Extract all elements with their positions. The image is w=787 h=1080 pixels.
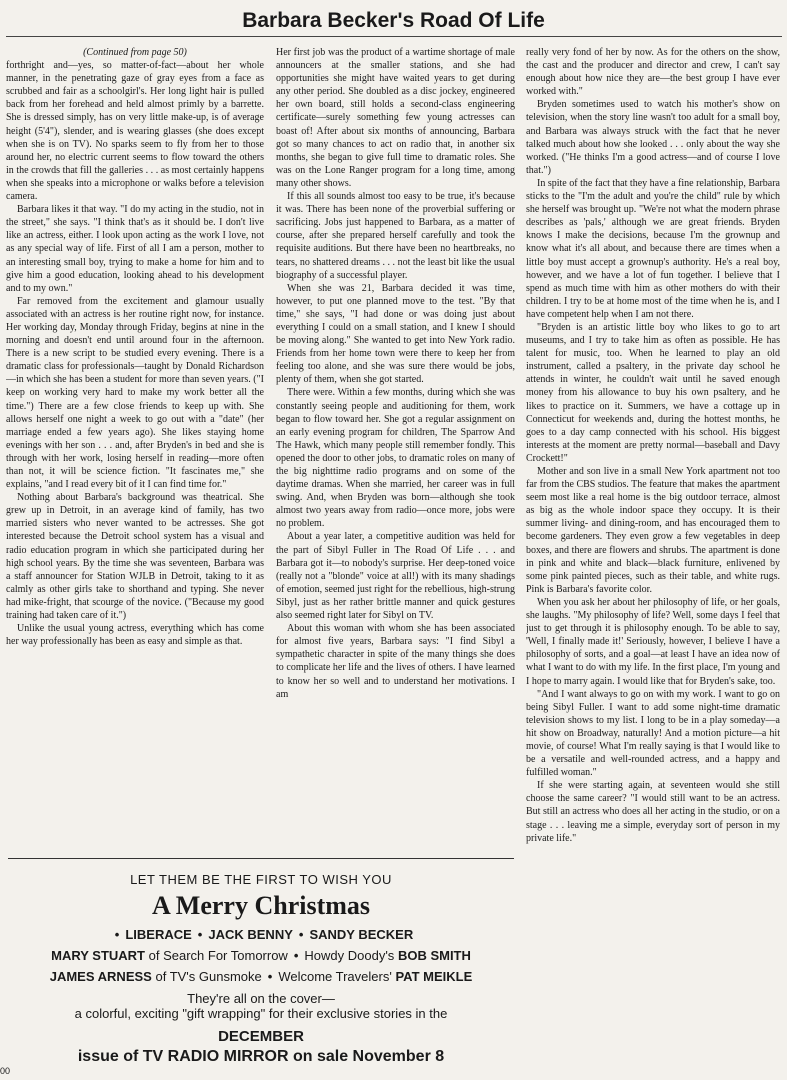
bullet-icon: • bbox=[114, 927, 120, 942]
name-bob-smith: BOB SMITH bbox=[397, 948, 471, 963]
paragraph: When you ask her about her philosophy of life, or her goals, she laughs. "My philosophy of life? Well, some days I feel that just to get through it is philosophy enough. To be able to say, 'Well, I finally made it!' Seriously, however, I believe I have a philosophy of sorts, and a goal—at least I have an idea now of what I want to do with my life. In the first place, I'm young and I hope to marry again. I would like that for Bryden's sake, too. bbox=[526, 596, 780, 687]
name-jack-benny: JACK BENNY bbox=[208, 927, 293, 942]
show-search-for-tomorrow: of Search For Tomorrow bbox=[148, 948, 288, 963]
paragraph: Mother and son live in a small New York apartment not too far from the CBS studios. The feature that makes the apartment seem most like a real home is the big outdoor terrace, almost as big as the whole indoor space they occupy. It is their summer living- and dining-room, and has encouraged them to become gardeners. They even grow a few vegetables in deep boxes, and there are flowers and shrubs. The apartment is done in pink and white and black—black furniture, enlivened by some pink painted pieces, such as their table, and white rugs. Pink is Barbara's favorite color. bbox=[526, 466, 780, 595]
ad-month: DECEMBER bbox=[218, 1028, 304, 1045]
column-1 bbox=[6, 46, 264, 852]
ad-cover-line: They're all on the cover— bbox=[187, 991, 335, 1006]
ad-divider bbox=[8, 858, 514, 859]
ad-headline: LET THEM BE THE FIRST TO WISH YOU bbox=[130, 872, 392, 887]
name-liberace: LIBERACE bbox=[125, 927, 192, 942]
article-title: Barbara Becker's Road Of Life bbox=[242, 9, 545, 32]
show-gunsmoke: of TV's Gunsmoke bbox=[155, 969, 262, 984]
bullet-icon: • bbox=[293, 948, 299, 963]
paragraph: When she was 21, Barbara decided it was time, however, to put one planned move to the test. "By that time," she says, "I had done or was doing just about everything I could on a small station, and I knew I should be moving along." She wanted to get into New York radio. Friends from her home town were there to keep her from feeling too alone, and she was sure there would be jobs, plenty of them, when she got started. bbox=[276, 282, 515, 386]
column-3 bbox=[526, 46, 780, 1080]
ad-names-row-2 bbox=[8, 945, 514, 966]
paragraph: Barbara likes it that way. "I do my acting in the studio, not in the street," she says. "I think that's as it should be. I don't live like an actress, either. I look upon acting as the work I love, not as any special way of life. First of all I am a person, mother to an interesting small boy, trying to make a home for him and to give him a good education, looking ahead to his development and to my own." bbox=[6, 204, 264, 294]
name-james-arness: JAMES ARNESS bbox=[49, 969, 152, 984]
name-mary-stuart: MARY STUART bbox=[51, 948, 145, 963]
paragraph: Nothing about Barbara's background was theatrical. She grew up in Detroit, in an average kind of family, has two married sisters who never wanted to be actresses. She got interested because the Detroit school system has a visual and radio education program in which she participated during her high school years. By the time she was seventeen, Barbara was a staff announcer for Station WJLB in Detroit, taking to it as calmly as other girls take to shorthand and typing. She never had mike-fright, that scourge of the novice. ("Because my good training had taken care of it.") bbox=[6, 492, 264, 622]
continued-label: (Continued from page 50) bbox=[83, 47, 187, 58]
name-pat-meikle: PAT MEIKLE bbox=[395, 969, 473, 984]
column-2 bbox=[276, 46, 515, 852]
show-welcome-travelers: Welcome Travelers' bbox=[278, 969, 392, 984]
paragraph: There were. Within a few months, during which she was constantly seeing people and auditioning for them, work began to flow toward her. She got a regular assignment on an early evening program for children, The Sparrow And The Hawk, which many people still remember fondly. This opened the door to other jobs, to dramatic roles on many of the big nighttime radio programs and on some of the daytime dramas. When she married, her career was in full swing. And, when Bryden was born—although she took almost two years away from radio—once more, jobs were no problem. bbox=[276, 387, 515, 530]
ad-names-row-3 bbox=[8, 966, 514, 987]
paragraph: Unlike the usual young actress, everything which has come her way professionally has been as easy and simple as that. bbox=[6, 623, 264, 648]
ad-gift-line: a colorful, exciting "gift wrapping" for their exclusive stories in the bbox=[74, 1006, 448, 1021]
paragraph: really very fond of her by now. As for the others on the show, the cast and the producer and director and crew, I can't say enough about how nice they are—the best group I have ever worked with." bbox=[526, 47, 780, 98]
paragraph: forthright and—yes, so matter-of-fact—about her whole manner, in the penetrating gaze of gray eyes from a face as scrubbed and fair as a schoolgirl's. Her long light hair is pulled back from her forehead and held almost primly by a barrette. She is dressed simply, has on very little make-up, is of average height (5'4"), slender, and is wearing glasses (she does except when she is on TV). No sparks seem to fly from her to those around her, no electric current seems to flow toward the others in the crowds that fill the galleries . . . as most certainly happens when she speaks into a microphone or walks before a television camera. bbox=[6, 60, 264, 203]
bullet-icon: • bbox=[298, 927, 304, 942]
paragraph: If this all sounds almost too easy to be true, it's because it was. There has been none of the proverbial suffering or sacrificing. Jobs just happened to Barbara, as a matter of course, after she prepared herself carefully and took the requisite auditions. But there have been no heartbreaks, no tears, no shattered dreams . . . not the least bit like the usual biography of a successful player. bbox=[276, 191, 515, 281]
title-rule bbox=[6, 36, 782, 37]
paragraph: About this woman with whom she has been associated for almost five years, Barbara says: "I find Sibyl a sympathetic character in spite of the many things she does to complicate her life and the lives of others. I have learned to know her so well and to understand her motivations. I am bbox=[276, 623, 515, 700]
paragraph: Far removed from the excitement and glamour usually associated with an actress is her routine right now, for instance. Her working day, Monday through Friday, begins at nine in the morning and doesn't end until around four in the afternoon. There is a new script to be studied every evening. There is a dramatic class for professionals—taught by Donald Richardson—in which she has been a student for more than seven years. ("I keep on working very hard to make my work better all the time.") There are a few close friends to keep up with. She allows herself one night a week to go out with a "date" (her marriage ended a few years ago). She likes staying home evenings with her son . . . and, after Bryden's in bed and she is through with her work, losing herself in reading—more often than not, it will be science fiction. "It fascinates me," she explains, "and I read every bit of it I can find time for." bbox=[6, 295, 264, 491]
paragraph: About a year later, a competitive audition was held for the part of Sibyl Fuller in The Road Of Life . . . and Barbara got it—to nobody's surprise. Her deep-toned voice (really not a "blonde" voice at all!) with its many shadings of emotion, seemed just right for the rebellious, high-strung Sibyl, just as her rather brittle manner and quick gestures also seemed right later for Sibyl on TV. bbox=[276, 531, 515, 622]
show-howdy-doody: Howdy Doody's bbox=[304, 948, 395, 963]
ad-names-row-1 bbox=[8, 924, 514, 945]
paragraph: In spite of the fact that they have a fine relationship, Barbara sticks to the "I'm the adult and you're the child" rule by which she herself was brought up. "We're not what the modern phrase describes as 'pals,' although we are great friends. Bryden knows I make the decisions, because I'm the grownup and know what it's all about, and because there are times when a little boy must accept a grownup's authority. He's a real boy, however, and we have a lot of fun together. I believe that I spend as much time with him as other mothers do with their children. I try to be at home most of the time when he is, and I have competent help when I am not there. bbox=[526, 177, 780, 320]
paragraph: Her first job was the product of a wartime shortage of male announcers at the smaller stations, and she had opportunities she might have waited years to get during any other period. She doubled as a disc jockey, engineered her own board, still holds a second-class engineering certificate—surely something few young actresses can boast of! After about six months of announcing, Barbara got so many chances to act on radio that, in another six months, she began to give full time to dramatic roles. She was on the Lone Ranger program for a long time, among many other shows. bbox=[276, 47, 515, 189]
paragraph: If she were starting again, at seventeen would she still choose the same career? "I would still want to be an actress. But still an actress who does all her acting in the studio, or on a stage . . . leaving me a simple, everyday sort of person in my private life." bbox=[526, 780, 780, 844]
page-number: 00 bbox=[0, 1066, 11, 1076]
paragraph: "Bryden is an artistic little boy who likes to go to art museums, and I try to take him as often as possible. He has talent for music, too. When he learned to play an old instrument, called a psaltery, in the private day school he attends in winter, he couldn't wait until he saved enough money from his allowance to buy his own psaltery, and he likes to practice on it. Summers, we have a cottage up in Connecticut for weekends and, during the hottest months, he goes to a day camp connected with his school. His biggest interests at the moment are pretty normal—baseball and Davy Crockett!" bbox=[526, 321, 780, 464]
ad-issue-line: issue of TV RADIO MIRROR on sale November 8 bbox=[77, 1048, 445, 1065]
name-sandy-becker: SANDY BECKER bbox=[309, 927, 414, 942]
christmas-ad bbox=[8, 868, 514, 1076]
bullet-icon: • bbox=[267, 969, 273, 984]
paragraph: Bryden sometimes used to watch his mother's show on television, when the story line wasn't too adult for a small boy, and Barbara was always struck with the fact that he never talked much about how she looked . . . only about the way she worked. ("He thinks I'm a good actress—and of course I love that.") bbox=[526, 99, 780, 176]
bullet-icon: • bbox=[197, 927, 203, 942]
paragraph: "And I want always to go on with my work. I want to go on being Sibyl Fuller. I want to add some night-time dramatic television shows to my list. I long to be in a play someday—a hit show on Broadway, naturally! And a motion picture—a hit movie, of course! What I'm really saying is that I would like to be a versatile and well-rounded actress, and a happy and fulfilled woman." bbox=[526, 688, 780, 779]
merry-christmas-text: A Merry Christmas bbox=[151, 891, 371, 920]
